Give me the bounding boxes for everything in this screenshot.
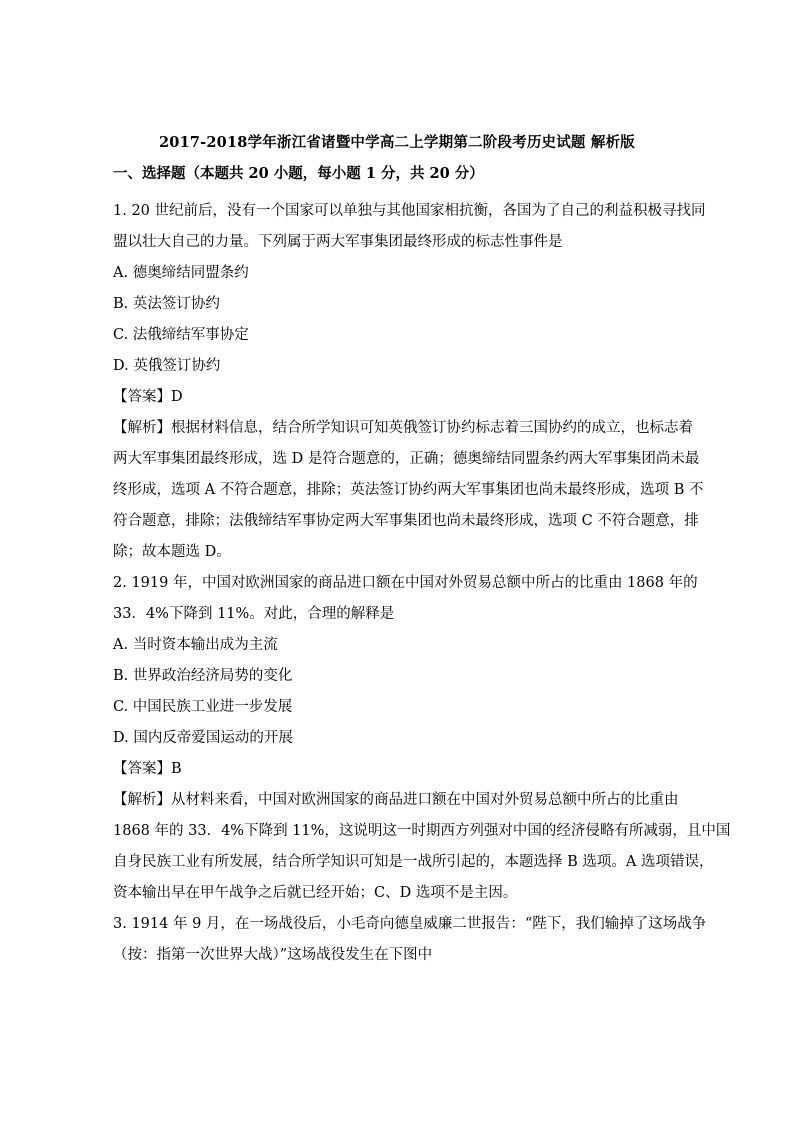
q2-option-b: B. 世界政治经济局势的变化 — [113, 668, 293, 684]
q1-explanation-line-1: 【解析】根据材料信息，结合所学知识可知英俄签订协约标志着三国协约的成立，也标志着 — [113, 420, 693, 436]
q1-option-b: B. 英法签订协约 — [113, 296, 220, 312]
q2-option-a: A. 当时资本输出成为主流 — [113, 637, 278, 653]
q2-explanation-line-2: 1868 年的 33．4%下降到 11%，这说明这一时期西方列强对中国的经济侵略有所减弱，且中国 — [113, 823, 731, 839]
q2-option-d: D. 国内反帝爱国运动的开展 — [113, 730, 293, 746]
q2-answer: 【答案】B — [113, 761, 182, 777]
section-heading: 一、选择题（本题共 20 小题，每小题 1 分，共 20 分） — [113, 165, 484, 182]
q1-explanation-line-3: 终形成，选项 A 不符合题意，排除；英法签订协约两大军事集团也尚未最终形成，选项 B 不 — [113, 482, 704, 498]
q1-answer: 【答案】D — [113, 389, 183, 405]
q1-stem-line-2: 盟以壮大自己的力量。下列属于两大军事集团最终形成的标志性事件是 — [113, 234, 563, 250]
q2-explanation-line-3: 自身民族工业有所发展，结合所学知识可知是一战所引起的，本题选择 B 选项。A 选项错误， — [113, 854, 714, 870]
document-title: 2017-2018学年浙江省诸暨中学高二上学期第二阶段考历史试题 解析版 — [159, 134, 635, 151]
q2-stem-line-1: 2. 1919 年，中国对欧洲国家的商品进口额在中国对外贸易总额中所占的比重由 1868 年的 — [113, 575, 698, 591]
q1-option-a: A. 德奥缔结同盟条约 — [113, 265, 249, 281]
q2-option-c: C. 中国民族工业进一步发展 — [113, 699, 293, 715]
q3-stem-line-2: （按：指第一次世界大战）”这场战役发生在下图中 — [113, 947, 433, 963]
q3-stem-line-1: 3. 1914 年 9 月，在一场战役后，小毛奇向德皇威廉二世报告：“陛下，我们输掉了这场战争 — [113, 916, 707, 932]
q2-explanation-line-1: 【解析】从材料来看，中国对欧洲国家的商品进口额在中国对外贸易总额中所占的比重由 — [113, 792, 679, 808]
q1-explanation-line-2: 两大军事集团最终形成，选 D 是符合题意的，正确；德奥缔结同盟条约两大军事集团尚未最 — [113, 451, 700, 467]
q1-explanation-line-4: 符合题意，排除；法俄缔结军事协定两大军事集团也尚未最终形成，选项 C 不符合题意，排 — [113, 513, 699, 529]
q2-explanation-line-4: 资本输出早在甲午战争之后就已经开始；C、D 选项不是主因。 — [113, 885, 518, 901]
q1-stem-line-1: 1. 20 世纪前后，没有一个国家可以单独与其他国家相抗衡，各国为了自己的利益积极寻找同 — [113, 203, 706, 219]
q1-option-d: D. 英俄签订协约 — [113, 358, 221, 374]
q1-option-c: C. 法俄缔结军事协定 — [113, 327, 249, 343]
q1-explanation-line-5: 除；故本题选 D。 — [113, 544, 231, 560]
q2-stem-line-2: 33．4%下降到 11%。对此，合理的解释是 — [113, 606, 395, 622]
